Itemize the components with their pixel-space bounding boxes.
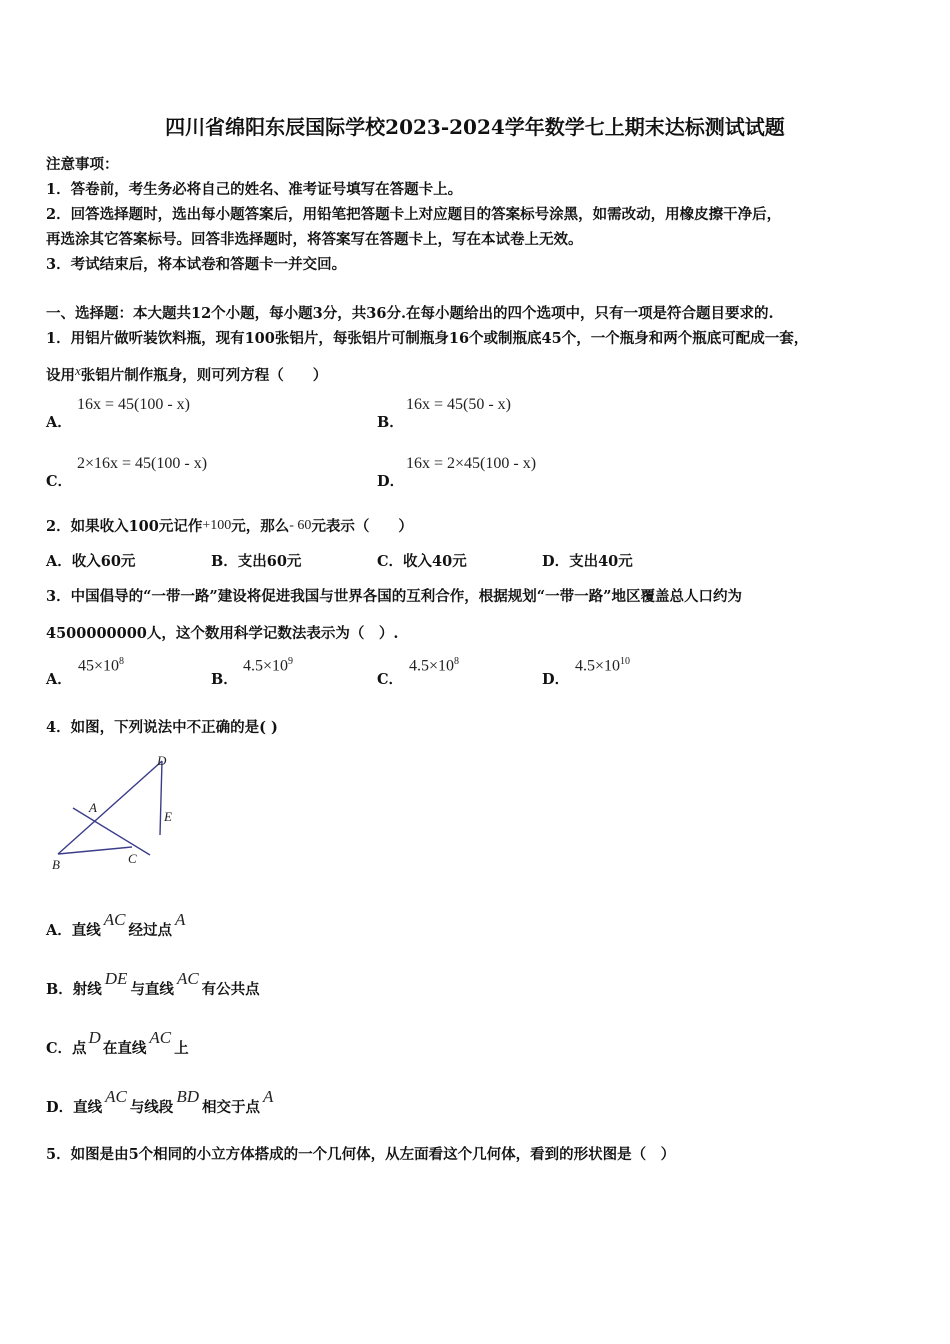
- math-var: x: [75, 363, 81, 378]
- segment-bc: [58, 847, 132, 854]
- line-ac: [73, 808, 150, 855]
- math-expr: - 60: [289, 518, 312, 533]
- question-1-stem: 1．用铝片做听装饮料瓶，现有100张铝片，每张铝片可制瓶身16个或制瓶底45个，一个瓶身和两个瓶底可配成一套，: [46, 330, 809, 347]
- geometry-figure: [40, 748, 190, 878]
- question-2-stem: 2．如果收入100元记作+100元，那么- 60元表示（ ）: [46, 518, 413, 535]
- q3-option-d-expr: $4.5\times 10^{10}$: [575, 656, 631, 675]
- q1-option-b-label: B．: [377, 414, 404, 431]
- label-d: D: [157, 753, 167, 768]
- q4-option-d: D．直线AC与线段BD相交于点A: [46, 1087, 274, 1116]
- page-title: 四川省绵阳东辰国际学校2023-2024学年数学七上期末达标测试试题: [165, 115, 785, 139]
- math-expr: +100: [202, 518, 232, 533]
- q1-option-a-label: A．: [46, 414, 72, 431]
- q1-option-c-expr: 2×16x = 45(100 - x): [77, 455, 208, 472]
- math-var: BD: [176, 1087, 199, 1106]
- q4-option-c: C．点D在直线AC上: [46, 1028, 189, 1057]
- q4-option-b: B．射线DE与直线AC有公共点: [46, 969, 260, 998]
- q3-option-a-expr: $45\times 10^8$: [78, 656, 125, 675]
- math-var: AC: [176, 969, 199, 988]
- q2-option-d: D．支出40元: [542, 553, 633, 570]
- q3-option-b-label: B．: [211, 671, 238, 688]
- q3-option-c-label: C．: [377, 671, 404, 688]
- notice-item: 3．考试结束后，将本试卷和答题卡一并交回。: [46, 256, 347, 273]
- q3-option-b-expr: $4.5\times 10^9$: [243, 656, 294, 675]
- q1-option-c-label: C．: [46, 473, 73, 490]
- line-bd: [58, 761, 162, 854]
- notice-item: 2．回答选择题时，选出每小题答案后，用铅笔把答题卡上对应题目的答案标号涂黑，如需改动，用橡皮擦干净后，: [46, 206, 782, 223]
- question-1-stem-line2: 设用x张铝片制作瓶身，则可列方程（ ）: [46, 363, 328, 384]
- q2-option-b: B．支出60元: [211, 553, 302, 570]
- q1-option-d-expr: 16x = 2×45(100 - x): [406, 455, 537, 472]
- question-3-stem: 3．中国倡导的“一带一路”建设将促进我国与世界各国的互利合作，根据规划“一带一路”地区覆盖总人口约为: [46, 588, 742, 605]
- math-var: A: [174, 910, 186, 929]
- section-heading: 一、选择题：本大题共12个小题，每小题3分，共36分.在每小题给出的四个选项中，只有一项是符合题目要求的.: [46, 305, 774, 322]
- q4-option-a: A．直线AC经过点A: [46, 910, 186, 939]
- notice-item: 1．答卷前，考生务必将自己的姓名、准考证号填写在答题卡上。: [46, 181, 463, 198]
- math-var: AC: [149, 1028, 172, 1047]
- math-var: AC: [103, 910, 126, 929]
- notice-item: 再选涂其它答案标号。回答非选择题时，将答案写在答题卡上，写在本试卷上无效。: [46, 231, 583, 248]
- q1-option-b-expr: 16x = 45(50 - x): [406, 396, 512, 413]
- q2-option-c: C．收入40元: [377, 553, 467, 570]
- question-3-stem-line2: 4500000000人，这个数用科学记数法表示为（ ）.: [46, 625, 399, 642]
- label-c: C: [128, 851, 137, 866]
- label-b: B: [52, 857, 60, 872]
- q3-option-a-label: A．: [46, 671, 72, 688]
- notice-heading: 注意事项：: [46, 156, 119, 173]
- q2-option-a: A．收入60元: [46, 553, 136, 570]
- math-var: AC: [105, 1087, 127, 1106]
- label-a: A: [89, 800, 97, 815]
- q3-option-d-label: D．: [542, 671, 570, 688]
- question-4-stem: 4．如图，下列说法中不正确的是( ): [46, 719, 278, 736]
- math-var: D: [88, 1028, 101, 1047]
- q1-option-a-expr: 16x = 45(100 - x): [77, 396, 191, 413]
- q1-option-d-label: D．: [377, 473, 405, 490]
- ray-de: [160, 761, 162, 835]
- math-var: DE: [104, 969, 128, 988]
- label-e: E: [164, 809, 172, 824]
- question-5-stem: 5．如图是由5个相同的小立方体搭成的一个几何体，从左面看这个几何体，看到的形状图是（ ）: [46, 1146, 676, 1163]
- math-var: A: [262, 1087, 274, 1106]
- q3-option-c-expr: $4.5\times 10^8$: [409, 656, 460, 675]
